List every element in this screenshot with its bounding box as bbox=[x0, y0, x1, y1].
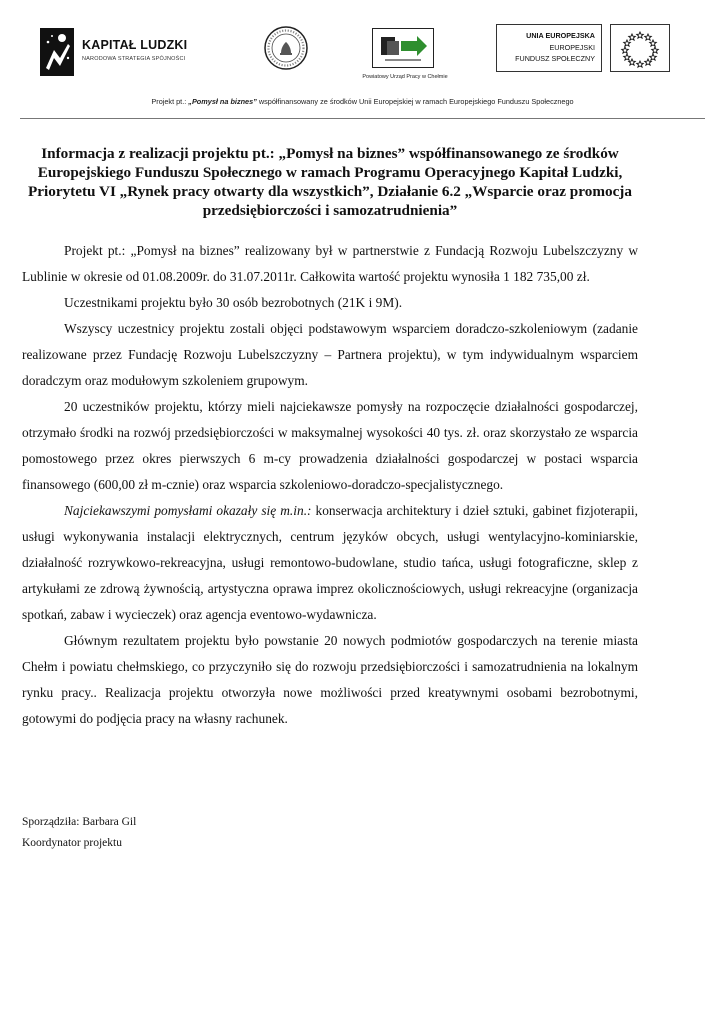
eu-line-3: FUNDUSZ SPOŁECZNY bbox=[515, 54, 595, 63]
pup-logo bbox=[372, 28, 434, 68]
eu-fund-logo bbox=[496, 24, 602, 72]
signature-prepared-by: Sporządziła: Barbara Gil bbox=[22, 816, 137, 828]
pup-caption: Powiatowy Urząd Pracy w Chełmie bbox=[362, 74, 448, 80]
header-divider bbox=[20, 118, 705, 119]
project-line-suffix: współfinansowany ze środków Unii Europejskiej w ramach Europejskiego Funduszu Społecznego bbox=[256, 97, 574, 106]
project-line-prefix: Projekt pt.: bbox=[151, 97, 189, 106]
kapital-ludzki-mark-icon bbox=[40, 28, 74, 76]
document-header bbox=[0, 0, 725, 125]
document-title: Informacja z realizacji projektu pt.: „Pomysł na biznes” współfinansowanego ze środków Europejskiego Funduszu Społecznego w ramach Programu Operacyjnego Kapitał Ludzki, Priorytetu VI „Rynek pracy otwarty dla wszystkich”, Działanie 6.2 „Wsparcie oraz promocja przedsiębiorczości i samozatrudnienia” bbox=[28, 145, 632, 219]
paragraph-5-intro: Najciekawszymi pomysłami okazały się m.in.: bbox=[64, 503, 312, 518]
paragraph-5 bbox=[22, 498, 638, 628]
paragraph-2: Uczestnikami projektu było 30 osób bezrobotnych (21K i 9M). bbox=[64, 295, 403, 310]
eu-flag-icon bbox=[610, 24, 670, 72]
signature-role: Koordynator projektu bbox=[22, 837, 122, 849]
eu-line-2: EUROPEJSKI bbox=[549, 43, 595, 52]
kapital-ludzki-subtitle: NARODOWA STRATEGIA SPÓJNOŚCI bbox=[82, 56, 186, 62]
eu-line-1: UNIA EUROPEJSKA bbox=[526, 31, 595, 40]
round-seal-icon bbox=[264, 26, 308, 70]
paragraph-4: 20 uczestników projektu, którzy mieli najciekawsze pomysły na rozpoczęcie działalności gospodarczej, otrzymało środki na rozwój przedsiębiorczości w maksymalnej wysokości 40 tys. zł. oraz skorzystało ze wsparcia pomostowego przez okres pierwszych 6 m-cy prowadzenia działalności gospodarczej w postaci wsparcia finansowego (600,00 zł m-cznie) oraz wsparcia szkoleniowo-doradczo-specjalistycznego. bbox=[22, 399, 638, 492]
paragraph-3: Wszyscy uczestnicy projektu zostali objęci podstawowym wsparciem doradczo-szkoleniowym (zadanie realizowane przez Fundację Rozwoju Lubelszczyzny – Partnera projektu), w tym indywidualnym wsparciem doradczym oraz modułowym szkoleniem grupowym. bbox=[22, 321, 638, 388]
paragraph-1: Projekt pt.: „Pomysł na biznes” realizowany był w partnerstwie z Fundacją Rozwoju Lubelszczyzny w Lublinie w okresie od 01.08.2009r. do 31.07.2011r. Całkowita wartość projektu wynosiła 1 182 735,00 zł. bbox=[22, 243, 638, 284]
paragraph-5-list: konserwacja architektury i dzieł sztuki, gabinet fizjoterapii, usługi wykonywania instalacji elektrycznych, centrum języków obcych, usługi wentylacyjno-kominiarskie, działalność rozrywkowo-rekreacyjna, usługi remontowo-budowlane, studio tańca, usługi fotograficzne, sklep z artykułami ze zdrową żywnością, artystyczna oprawa imprez okolicznościowych, usługi rekreacyjne (organizacja spotkań, zabaw i wycieczek) oraz agencja eventowo-wydawnicza. bbox=[22, 503, 638, 622]
project-line-name: „Pomysł na biznes” bbox=[188, 97, 257, 106]
project-cofinancing-line bbox=[20, 97, 705, 106]
kapital-ludzki-logo bbox=[40, 28, 200, 78]
document-body bbox=[22, 144, 638, 732]
kapital-ludzki-title: KAPITAŁ LUDZKI bbox=[82, 38, 188, 52]
paragraph-6: Głównym rezultatem projektu było powstanie 20 nowych podmiotów gospodarczych na terenie miasta Chełm i powiatu chełmskiego, co przyczyniło się do rozwoju przedsiębiorczości i samozatrudnienia na lokalnym rynku pracy.. Realizacja projektu otworzyła nowe możliwości przed kreatywnymi osobami bezrobotnymi, gotowymi do podjęcia pracy na własny rachunek. bbox=[22, 633, 638, 726]
